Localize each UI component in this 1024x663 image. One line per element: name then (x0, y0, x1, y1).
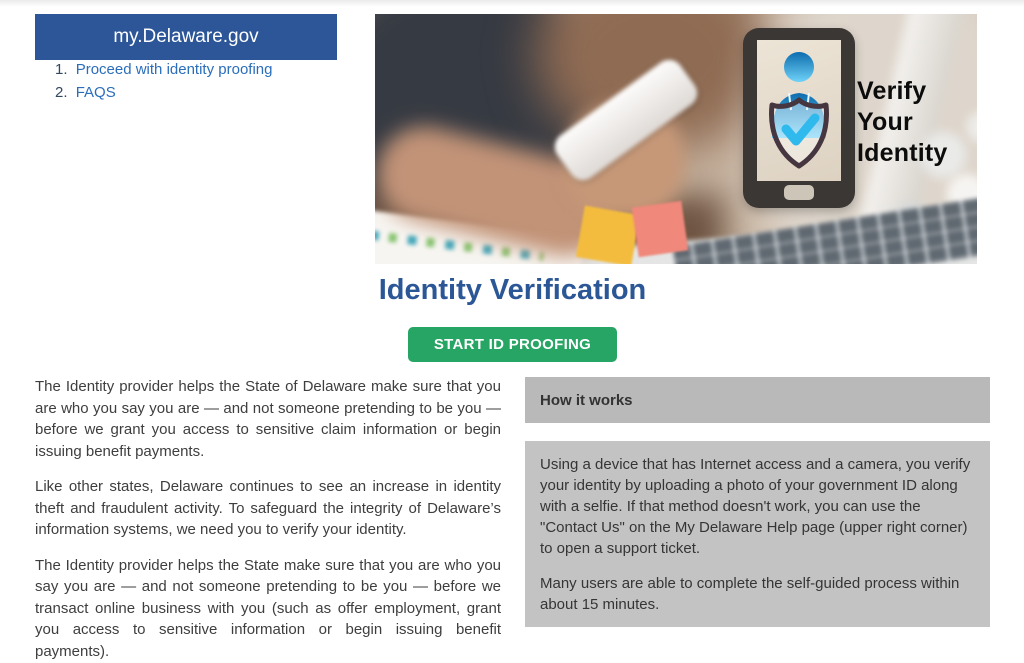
how-it-works-column (525, 377, 990, 627)
page-top-shadow (0, 0, 1024, 7)
photo-sticky-note-pink (632, 201, 688, 257)
photo-sticky-note-yellow (576, 206, 640, 264)
tablet-icon (743, 28, 855, 208)
cta-row (35, 327, 990, 362)
page-title: Identity Verification (378, 274, 647, 306)
shield-check-icon (772, 100, 827, 166)
tablet-screen (757, 40, 841, 181)
brand-header (35, 14, 337, 60)
hero-caption-line: Identity (857, 139, 948, 167)
intro-paragraph: The Identity provider helps the State make sure that you are who you say you are — and not someone pretending to be you — before we transact online business with you (such as offer employment, grant you access to sensitive information or begin issuing benefit payments). (35, 556, 501, 660)
nav-item-number: 1. (55, 61, 68, 78)
hero-caption-line: Your (857, 108, 913, 136)
intro-paragraph: The Identity provider helps the State of Delaware make sure that you are who you say you are — and not someone pretending to be you — before we grant you access to sensitive claim information or begin issuing benefit payments. (35, 378, 501, 460)
start-id-proofing-button[interactable]: START ID PROOFING (408, 327, 617, 362)
hero-caption (857, 76, 948, 169)
how-it-works-header: How it works (525, 377, 990, 423)
nav-item-proceed (55, 61, 272, 78)
nav-item-faqs (55, 84, 272, 101)
brand-title: my.Delaware.gov (113, 26, 259, 47)
hero-caption-line: Verify (857, 77, 927, 105)
how-it-works-paragraph: Many users are able to complete the self-guided process within about 15 minutes. (540, 575, 960, 613)
nav-list (55, 61, 272, 107)
nav-link-proceed-identity-proofing[interactable]: Proceed with identity proofing (75, 61, 273, 78)
how-it-works-paragraph: Using a device that has Internet access and a camera, you verify your identity by uploading a photo of your government ID along with a selfie. If that method doesn't work, you can use the "Contact Us" on the My Delaware Help page (upper right corner) to open a support ticket. (540, 456, 971, 557)
tablet-home-button (784, 185, 814, 200)
how-it-works-body (525, 441, 990, 627)
nav-link-faqs[interactable]: FAQS (75, 84, 116, 101)
nav-item-number: 2. (55, 84, 68, 101)
intro-text-column (35, 376, 501, 663)
hero-image (375, 14, 977, 264)
person-shield-graphic (757, 40, 841, 181)
intro-paragraph: Like other states, Delaware continues to see an increase in identity theft and fraudulent activity. To safeguard the integrity of Delaware’s information systems, we need you to verify your identity. (35, 478, 501, 538)
